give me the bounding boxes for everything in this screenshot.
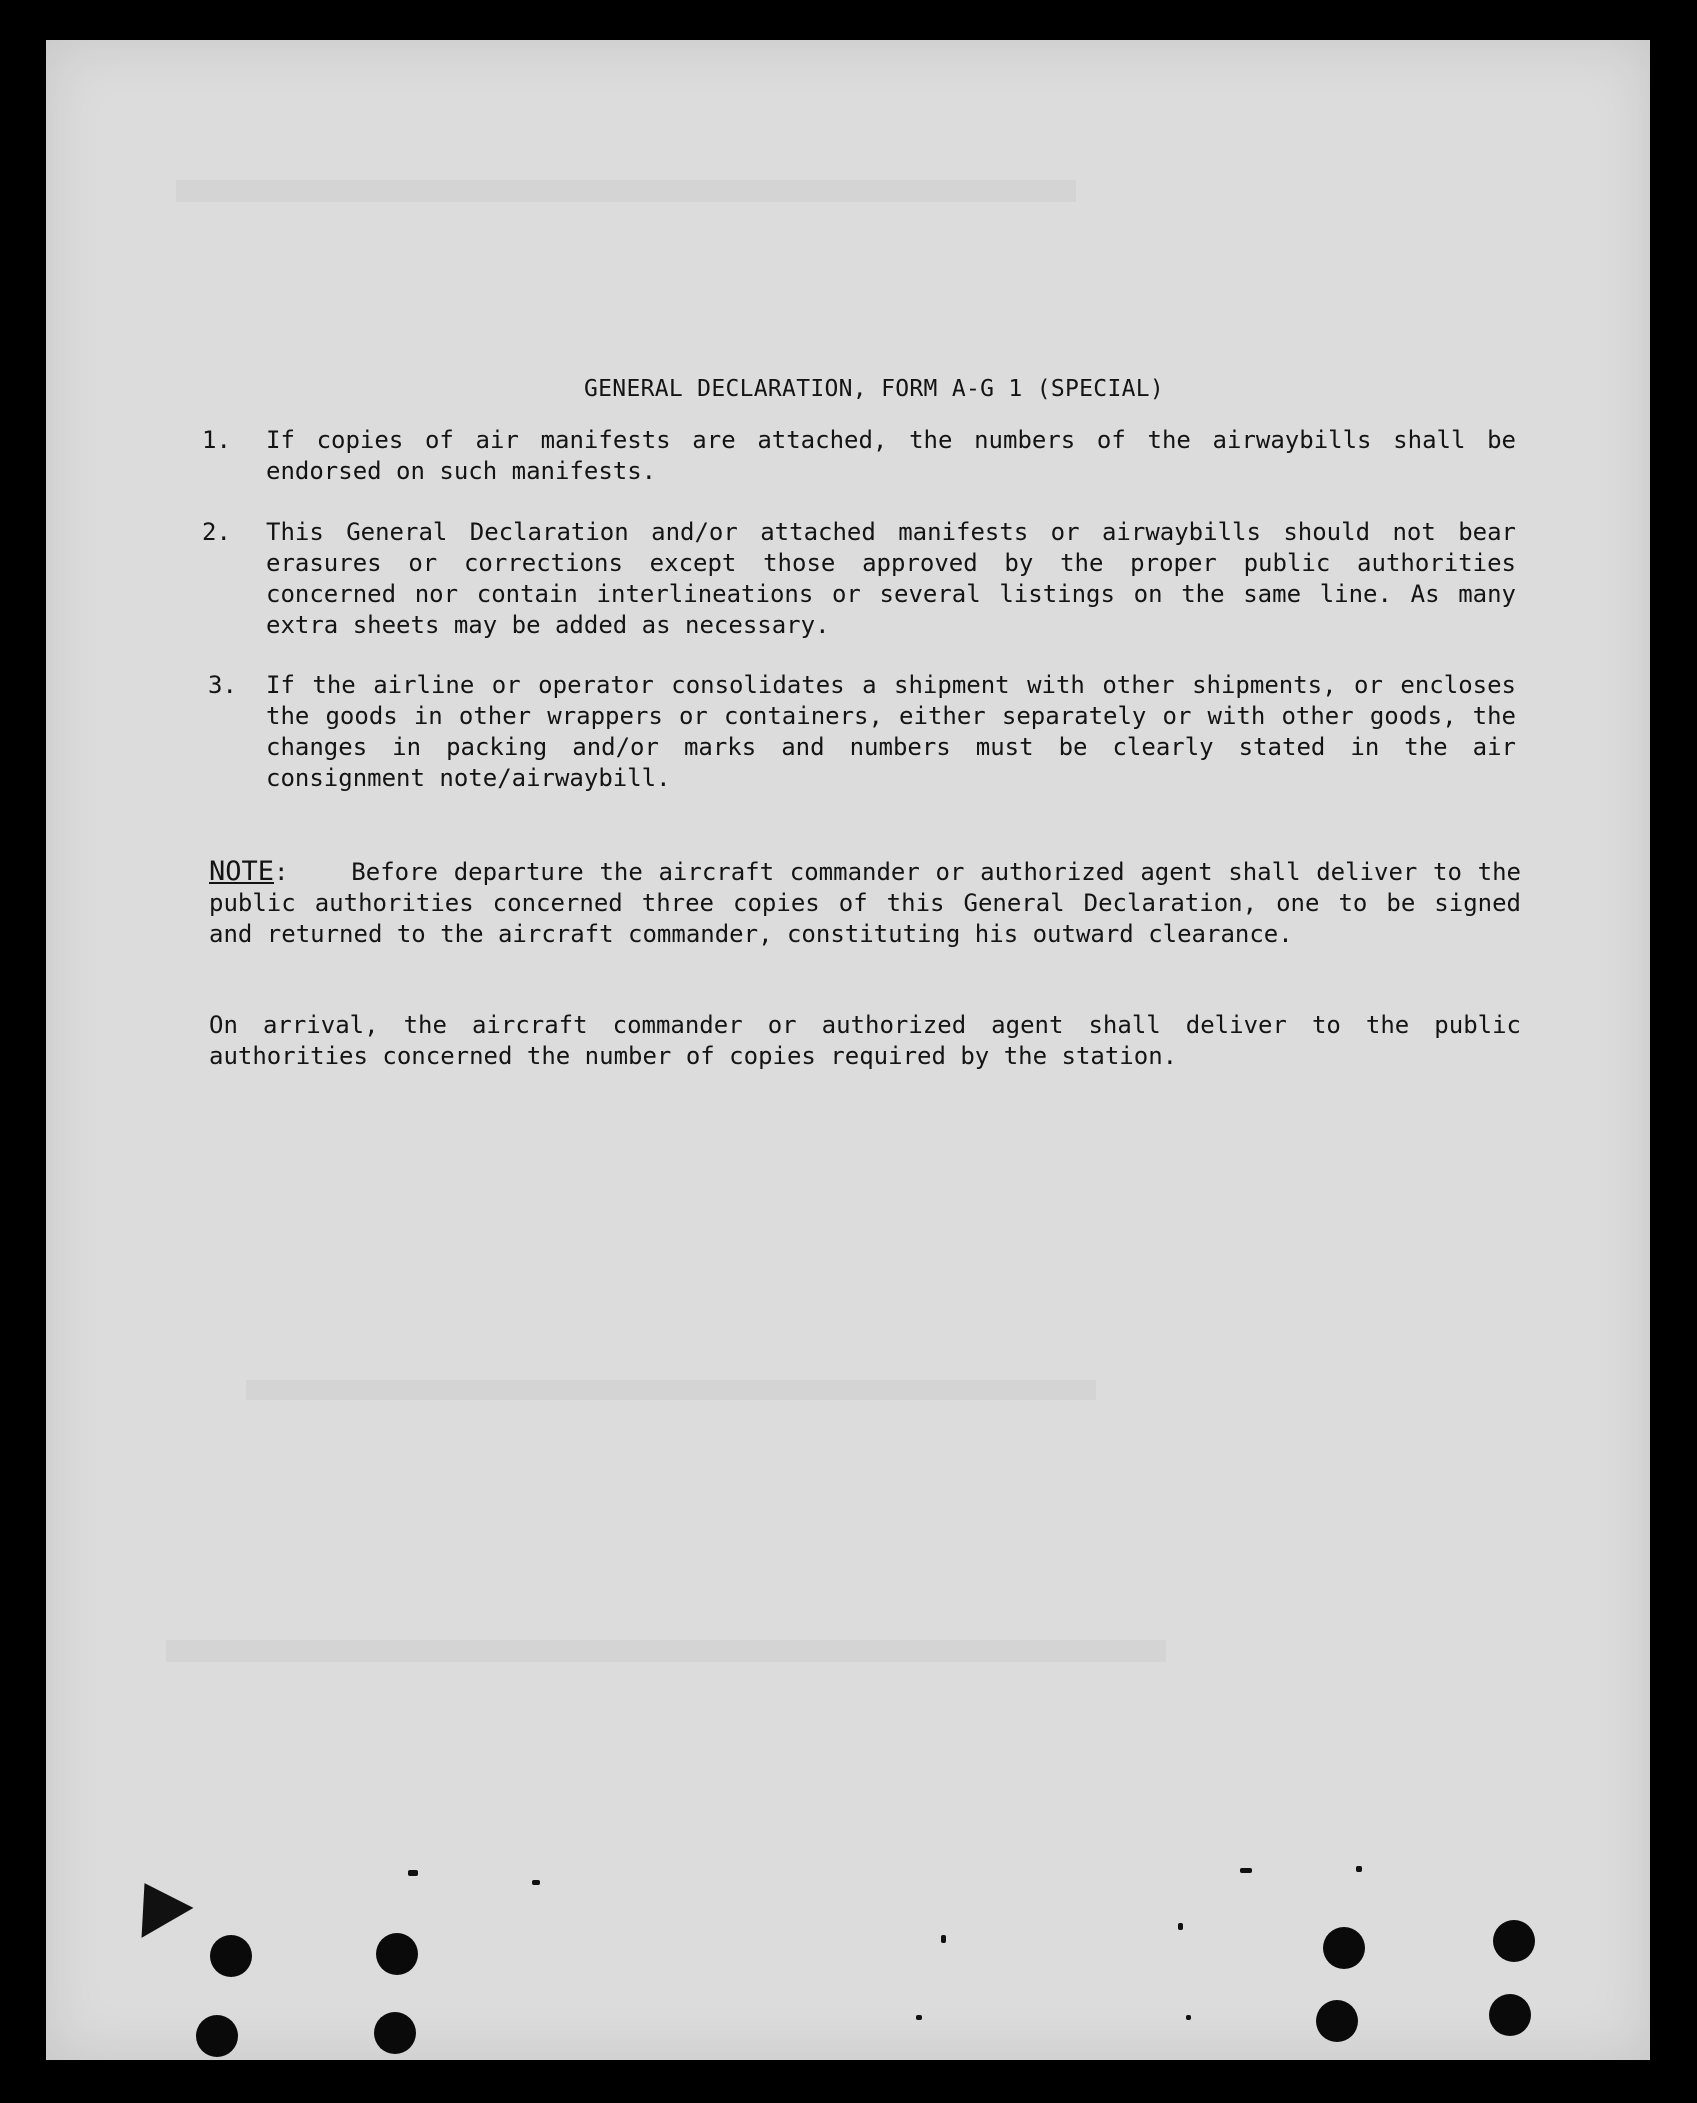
punch-hole bbox=[1323, 1927, 1365, 1969]
form-title: GENERAL DECLARATION, FORM A-G 1 (SPECIAL) bbox=[584, 376, 1165, 402]
punch-hole bbox=[196, 2015, 238, 2057]
item-number: 1. bbox=[202, 426, 231, 454]
punch-hole bbox=[210, 1935, 252, 1977]
bleed-through-mark bbox=[246, 1380, 1096, 1400]
item-number: 2. bbox=[202, 518, 231, 546]
ink-speck bbox=[1186, 2015, 1191, 2020]
item-number: 3. bbox=[208, 671, 237, 699]
document-page bbox=[46, 40, 1650, 2060]
item-text: If copies of air manifests are attached, the numbers of the airwaybills shall be endorsed on such manifests. bbox=[266, 426, 1516, 485]
punch-hole bbox=[1493, 1920, 1535, 1962]
note-label: NOTE bbox=[209, 856, 275, 887]
note-text: Before departure the aircraft commander or authorized agent shall deliver to the public authorities concerned three copies of this General Declaration, one to be signed and returned to the aircraft commander, constituting his outward clearance. bbox=[209, 858, 1522, 948]
item-text: This General Declaration and/or attached manifests or airwaybills should not bear erasures or corrections except those approved by the proper public authorities concerned nor contain interlineations or several listings on the same line. As many extra sheets may be added as necessary. bbox=[266, 518, 1516, 639]
bleed-through-mark bbox=[176, 180, 1076, 202]
bleed-through-mark bbox=[166, 1640, 1166, 1662]
ink-speck bbox=[916, 2015, 922, 2020]
punch-hole bbox=[374, 2012, 416, 2054]
note-colon: : bbox=[274, 858, 289, 886]
ink-speck bbox=[941, 1935, 946, 1943]
note-paragraph bbox=[209, 856, 1521, 950]
punch-hole bbox=[1489, 1994, 1531, 2036]
ink-speck bbox=[532, 1880, 540, 1885]
ink-speck bbox=[1240, 1868, 1252, 1873]
arrival-paragraph: On arrival, the aircraft commander or authorized agent shall deliver to the public authorities concerned the number of copies required by the station. bbox=[209, 1011, 1521, 1070]
ink-speck bbox=[1356, 1866, 1362, 1872]
torn-corner-mark bbox=[119, 1868, 194, 1938]
punch-hole bbox=[1316, 2000, 1358, 2042]
ink-speck bbox=[1178, 1923, 1183, 1930]
item-text: If the airline or operator consolidates a shipment with other shipments, or encloses the goods in other wrappers or containers, either separately or with other goods, the changes in packing and/or marks and numbers must be clearly stated in the air consignment note/airwaybill. bbox=[266, 671, 1516, 792]
ink-speck bbox=[408, 1870, 418, 1876]
punch-hole bbox=[376, 1933, 418, 1975]
